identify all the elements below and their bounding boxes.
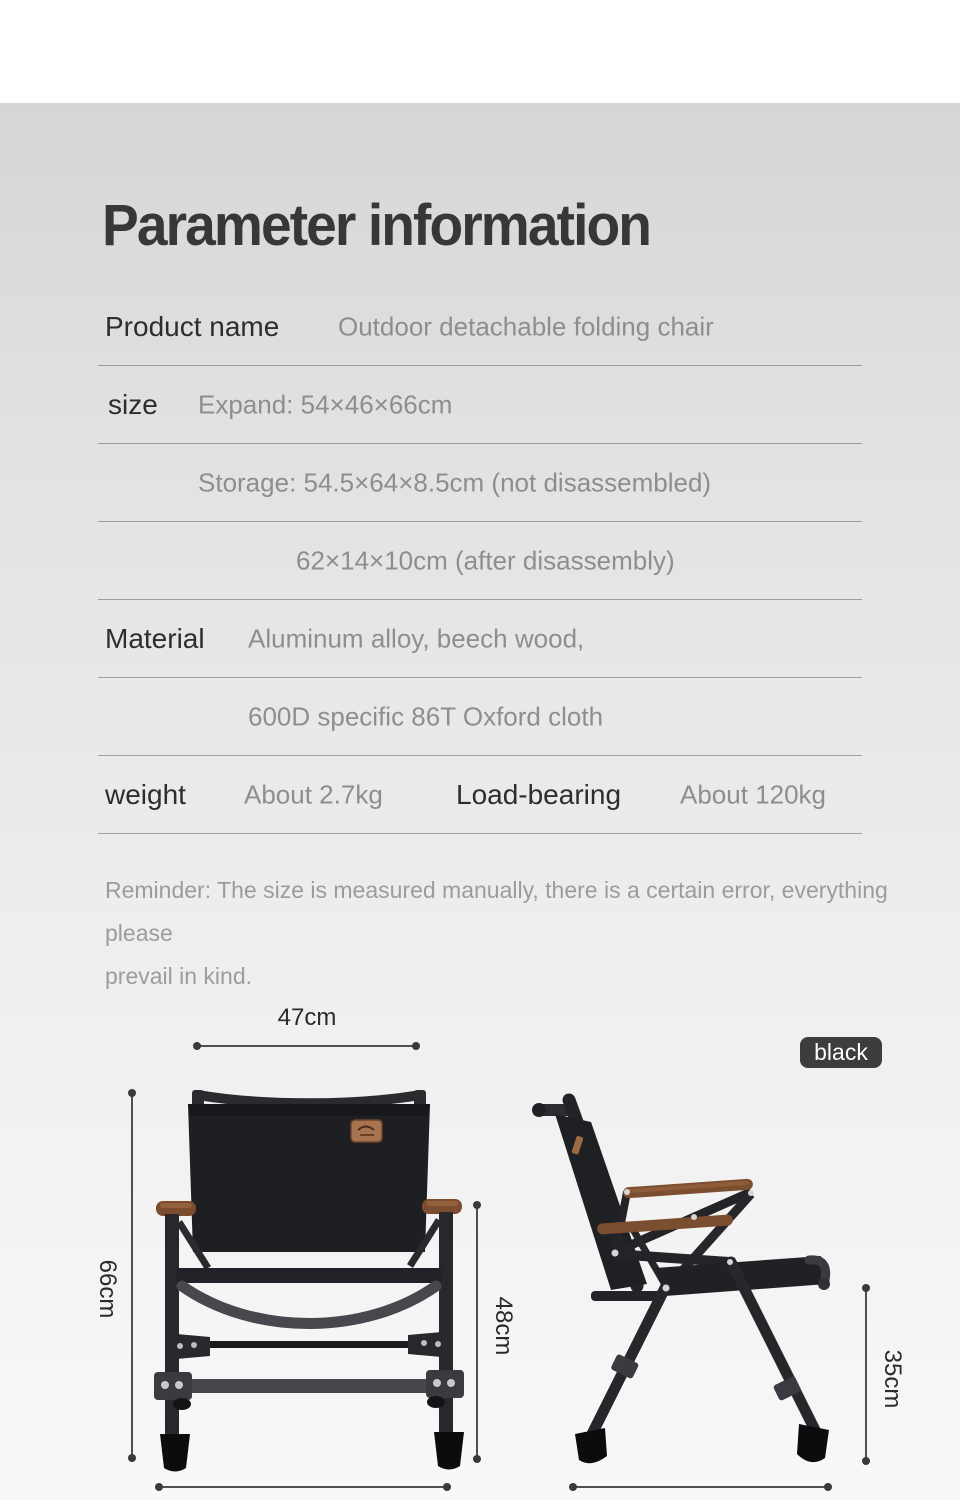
brand-logo-patch: [351, 1120, 382, 1142]
material-label: Material: [105, 622, 205, 654]
load-bearing-value: About 120kg: [680, 779, 827, 809]
dim-line-total-height: [131, 1093, 133, 1458]
reminder-note: [105, 869, 895, 998]
table-row-product-name: [98, 288, 862, 366]
dim-line-front-width: [197, 1045, 416, 1047]
dim-line-front-base: [159, 1486, 447, 1488]
weight-label: weight: [105, 778, 186, 810]
table-row-size-disassembled: [98, 522, 862, 600]
weight-value: About 2.7kg: [244, 779, 383, 809]
material-value: Aluminum alloy, beech wood,: [248, 623, 585, 653]
dim-back-height-label: 48cm: [490, 1296, 517, 1356]
size-label: size: [108, 388, 158, 420]
size-expand-value: Expand: 54×46×66cm: [198, 389, 453, 419]
page-title: Parameter information: [102, 193, 650, 258]
dim-line-back-height: [476, 1205, 478, 1459]
color-variant-badge: black: [800, 1037, 882, 1068]
size-storage-value: Storage: 54.5×64×8.5cm (not disassembled): [198, 467, 712, 497]
load-bearing-label: Load-bearing: [456, 778, 622, 810]
material-cloth-value: 600D specific 86T Oxford cloth: [248, 701, 604, 731]
chair-side-view-illustration: [527, 1088, 845, 1470]
reminder-line-2: prevail in kind.: [105, 963, 253, 989]
product-name-value: Outdoor detachable folding chair: [338, 311, 714, 341]
reminder-line-1: Reminder: The size is measured manually, there is a certain error, everything please: [105, 877, 888, 946]
product-name-label: Product name: [105, 310, 280, 342]
table-row-size-storage: [98, 444, 862, 522]
dim-front-width-label: 47cm: [277, 1004, 337, 1031]
size-disassembled-value: 62×14×10cm (after disassembly): [296, 545, 675, 575]
spec-table: [98, 288, 862, 834]
dim-seat-height-label: 35cm: [879, 1349, 906, 1409]
front-chair-feet: [160, 1432, 464, 1472]
front-chair-backrest: [188, 1104, 430, 1252]
table-row-material-cloth: [98, 678, 862, 756]
dim-total-height-label: 66cm: [94, 1259, 121, 1319]
table-row-material: [98, 600, 862, 678]
chair-front-view-illustration: [148, 1082, 470, 1480]
dim-line-seat-height: [865, 1288, 867, 1461]
table-row-weight: [98, 756, 862, 834]
table-row-size-expand: [98, 366, 862, 444]
dim-line-side-base: [573, 1486, 828, 1488]
